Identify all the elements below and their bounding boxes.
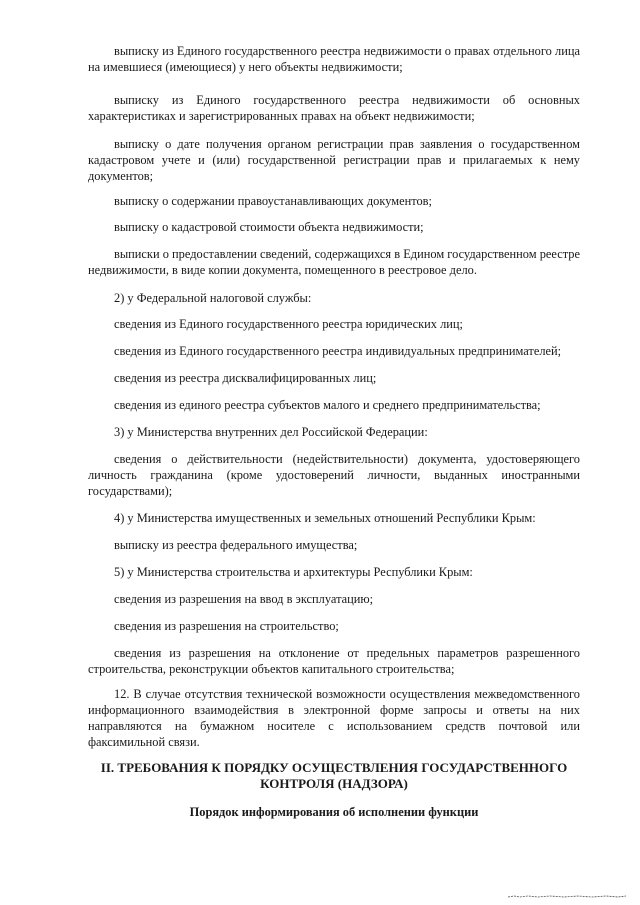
paragraph-egrn-rights-extract: выписку из Единого государственного реестра недвижимости о правах отдельного лица на имевшиеся (имеющиеся) у него объекты недвижимости;: [88, 44, 580, 74]
paragraph-title-documents-extract: выписку о содержании правоустанавливающих документов;: [114, 194, 432, 208]
paragraph-property-ministry-item: 4) у Министерства имущественных и земельных отношений Республики Крым:: [114, 511, 536, 525]
paragraph-deviation-permit: сведения из разрешения на отклонение от предельных параметров разрешенного строительства, реконструкции объектов капитального строительства;: [88, 646, 580, 676]
paragraph-commissioning-permit: сведения из разрешения на ввод в эксплуатацию;: [114, 592, 374, 606]
paragraph-federal-property-register: выписку из реестра федерального имущества;: [114, 538, 358, 552]
paragraph-id-validity: сведения о действительности (недействительности) документа, удостоверяющего личность гражданина (кроме удостоверений личности, выданных иностранными государствами);: [88, 452, 580, 498]
paragraph-disqualified-register: сведения из реестра дисквалифицированных лиц;: [114, 371, 377, 385]
section-heading: II. ТРЕБОВАНИЯ К ПОРЯДКУ ОСУЩЕСТВЛЕНИЯ ГОСУДАРСТВЕННОГО КОНТРОЛЯ (НАДЗОРА): [100, 760, 568, 791]
paragraph-egrul: сведения из Единого государственного реестра юридических лиц;: [114, 317, 463, 331]
scan-artifact: [508, 894, 626, 898]
paragraph-registration-date-extract: выписку о дате получения органом регистрации прав заявления о государственном кадастровом учете и (или) государственной регистрации прав и прилагаемых к нему документов;: [88, 137, 580, 183]
paragraph-fns-item: 2) у Федеральной налоговой службы:: [114, 291, 312, 305]
section-subheading: Порядок информирования об исполнении функции: [189, 805, 479, 819]
paragraph-construction-permit: сведения из разрешения на строительство;: [114, 619, 339, 633]
paragraph-item-12: 12. В случае отсутствия технической возможности осуществления межведомственного информационного взаимодействия в электронной форме запросы и ответы на них направляются на бумажном носителе с использованием средств почтовой или факсимильной связи.: [88, 687, 580, 749]
paragraph-cadastral-value-extract: выписку о кадастровой стоимости объекта недвижимости;: [114, 220, 424, 234]
paragraph-mvd-item: 3) у Министерства внутренних дел Российской Федерации:: [114, 425, 428, 439]
paragraph-egrip: сведения из Единого государственного реестра индивидуальных предпринимателей;: [114, 344, 562, 358]
paragraph-egrn-characteristics-extract: выписку из Единого государственного реестра недвижимости об основных характеристиках и зарегистрированных правах на объект недвижимости;: [88, 93, 580, 123]
paragraph-construction-ministry-item: 5) у Министерства строительства и архитектуры Республики Крым:: [114, 565, 473, 579]
paragraph-register-file-copies: выписки о предоставлении сведений, содержащихся в Едином государственном реестре недвижимости, в виде копии документа, помещенного в реестровое дело.: [88, 247, 580, 277]
paragraph-sme-register: сведения из единого реестра субъектов малого и среднего предпринимательства;: [114, 398, 541, 412]
